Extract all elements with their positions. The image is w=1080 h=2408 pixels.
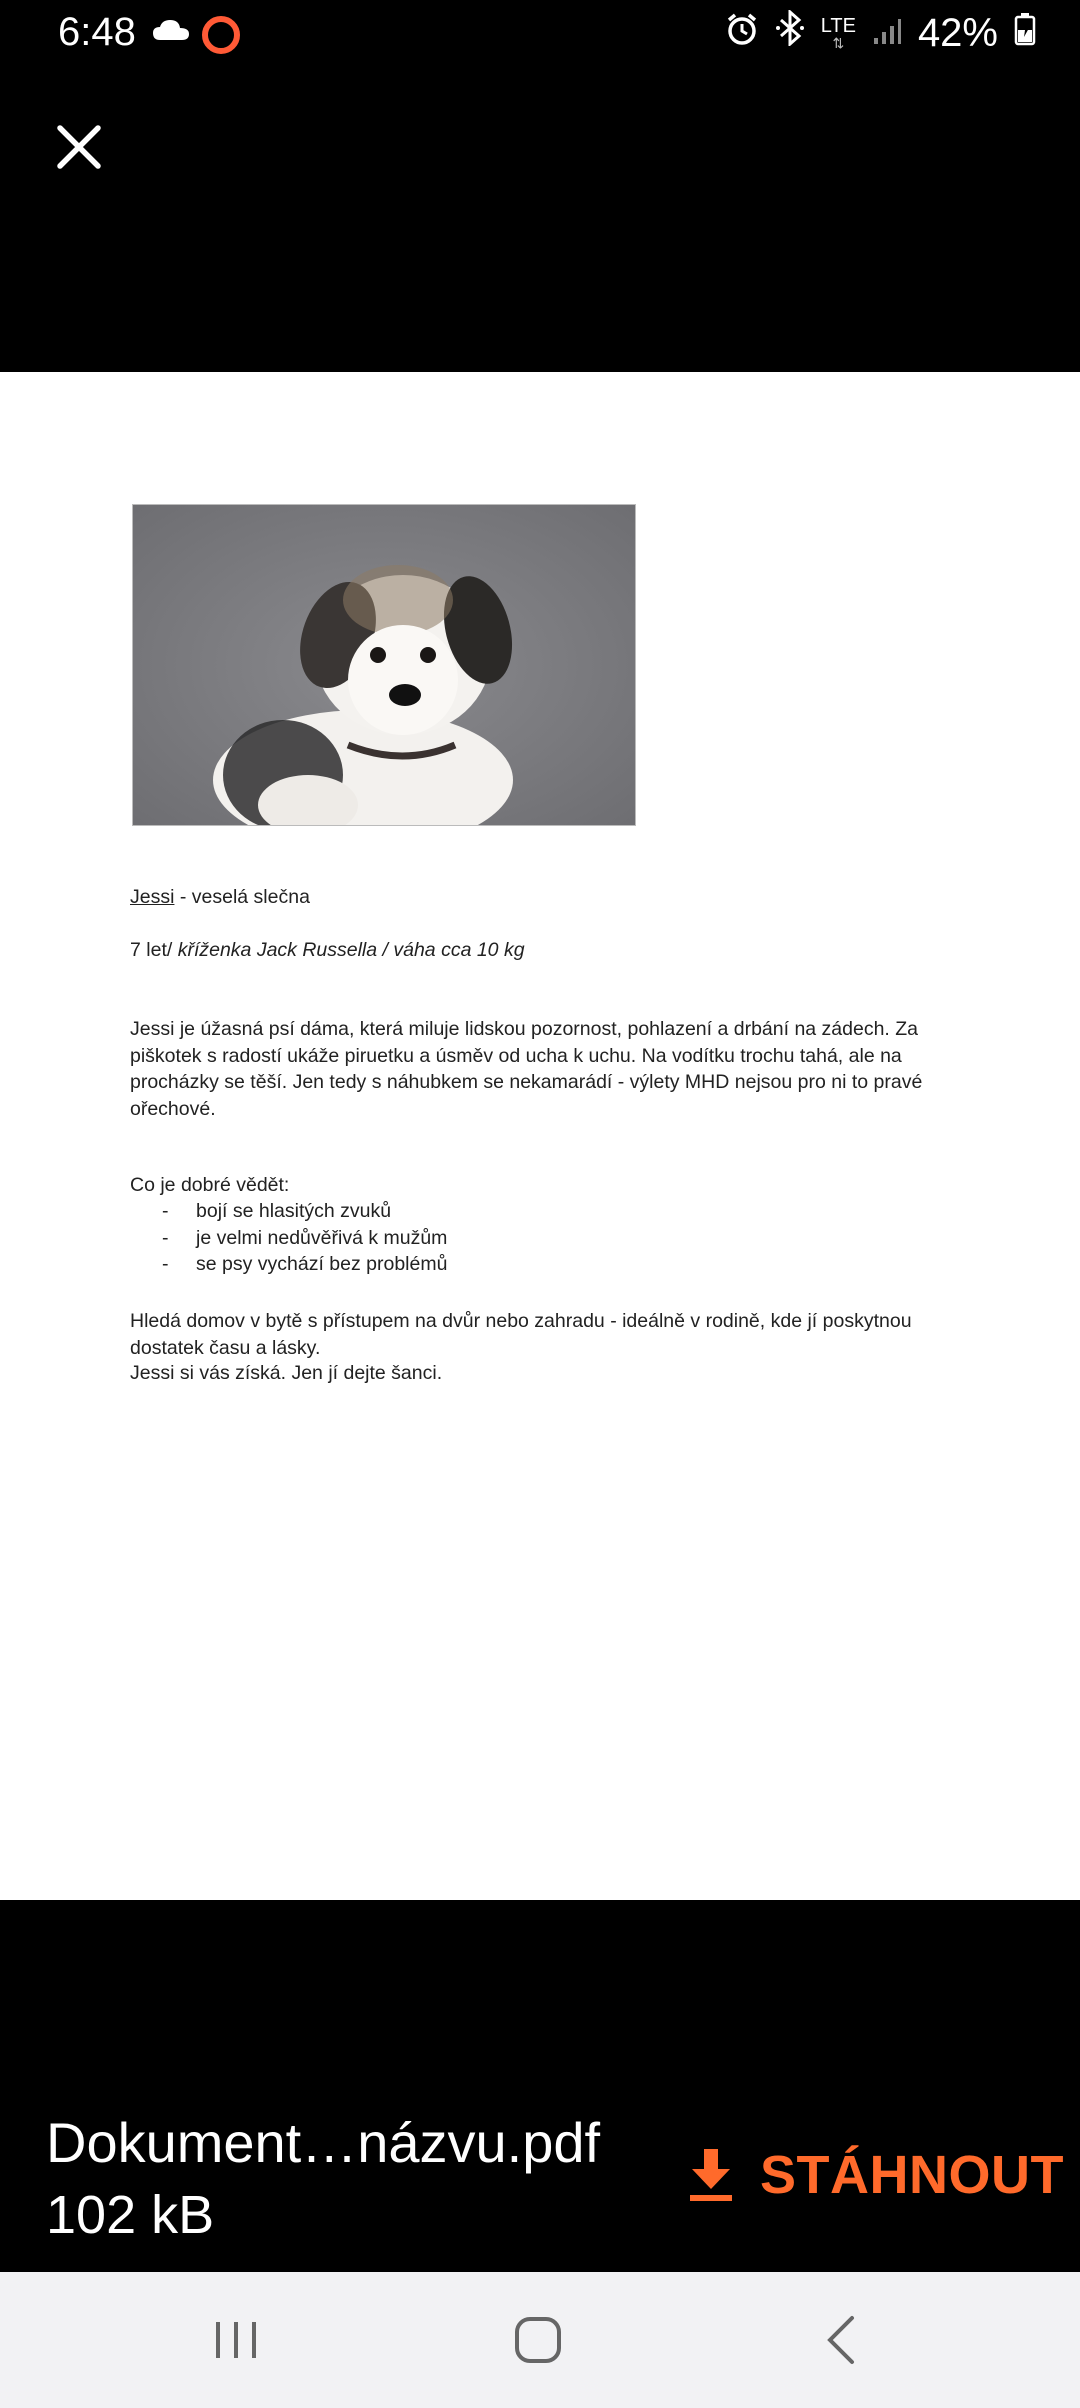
cloud-icon <box>152 18 190 47</box>
dog-age: 7 let/ <box>130 939 178 961</box>
bluetooth-icon <box>775 10 805 56</box>
document-page[interactable] <box>0 372 1080 1900</box>
home-icon <box>508 2312 568 2368</box>
dog-name: Jessi <box>130 886 175 908</box>
closing-text: Jessi si vás získá. Jen jí dejte šanci. <box>130 1362 443 1384</box>
list-item-text: bojí se hlasitých zvuků <box>196 1200 392 1222</box>
home-requirements: Hledá domov v bytě s přístupem na dvůr nebo zahradu - ideálně v rodině, kde jí poskytnou dostatek času a lásky. <box>130 1310 912 1359</box>
back-button[interactable] <box>814 2312 874 2368</box>
lte-label: LTE <box>820 15 856 37</box>
dog-photo <box>132 504 636 826</box>
recent-apps-button[interactable] <box>206 2312 266 2368</box>
status-bar <box>0 0 1080 70</box>
close-button[interactable] <box>50 118 108 176</box>
list-item-text: se psy vychází bez problémů <box>196 1253 448 1275</box>
list-item-text: je velmi nedůvěřivá k mužům <box>196 1226 448 1249</box>
battery-icon <box>1014 11 1036 56</box>
status-time: 6:48 <box>58 10 136 54</box>
dog-description: Jessi je úžasná psí dáma, která miluje lidskou pozornost, pohlazení a drbání na zádech. Za piškotek s radostí ukáže piruetku a úsměv od ucha k uchu. Na vodítku trochu tahá, ale na procházky se těší. Jen tedy s náhubkem se nekamarádí - výlety MHD nejsou pro ni to pravé ořechové. <box>130 1018 923 1120</box>
battery-percent: 42% <box>917 10 998 55</box>
home-button[interactable] <box>508 2312 568 2368</box>
download-button[interactable] <box>686 2144 1064 2206</box>
status-right <box>725 10 1036 56</box>
download-label: STÁHNOUT <box>760 2145 1064 2205</box>
list-item: - bojí se hlasitých zvuků <box>162 1198 447 1225</box>
list-item: - je velmi nedůvěřivá k mužům <box>162 1225 447 1252</box>
dog-breed-weight: kříženka Jack Russella / váha cca 10 kg <box>177 939 525 961</box>
file-name: Dokument…názvu.pdf <box>46 2111 601 2174</box>
alarm-icon <box>725 11 759 56</box>
dog-tagline: - veselá slečna <box>174 886 310 908</box>
lte-icon: LTE ⇅ <box>820 15 856 51</box>
dog-details <box>130 937 525 964</box>
good-to-know-list <box>162 1198 447 1278</box>
close-icon <box>50 118 108 176</box>
dog-name-line <box>130 884 310 911</box>
download-icon <box>686 2147 736 2203</box>
list-item: - se psy vychází bez problémů <box>162 1251 447 1278</box>
good-to-know-heading: Co je dobré vědět: <box>130 1174 290 1196</box>
back-icon <box>814 2312 874 2368</box>
file-size: 102 kB <box>46 2185 215 2245</box>
signal-icon <box>872 11 902 56</box>
recording-icon <box>202 16 240 54</box>
navigation-bar <box>0 2272 1080 2408</box>
recent-apps-icon <box>206 2312 266 2368</box>
